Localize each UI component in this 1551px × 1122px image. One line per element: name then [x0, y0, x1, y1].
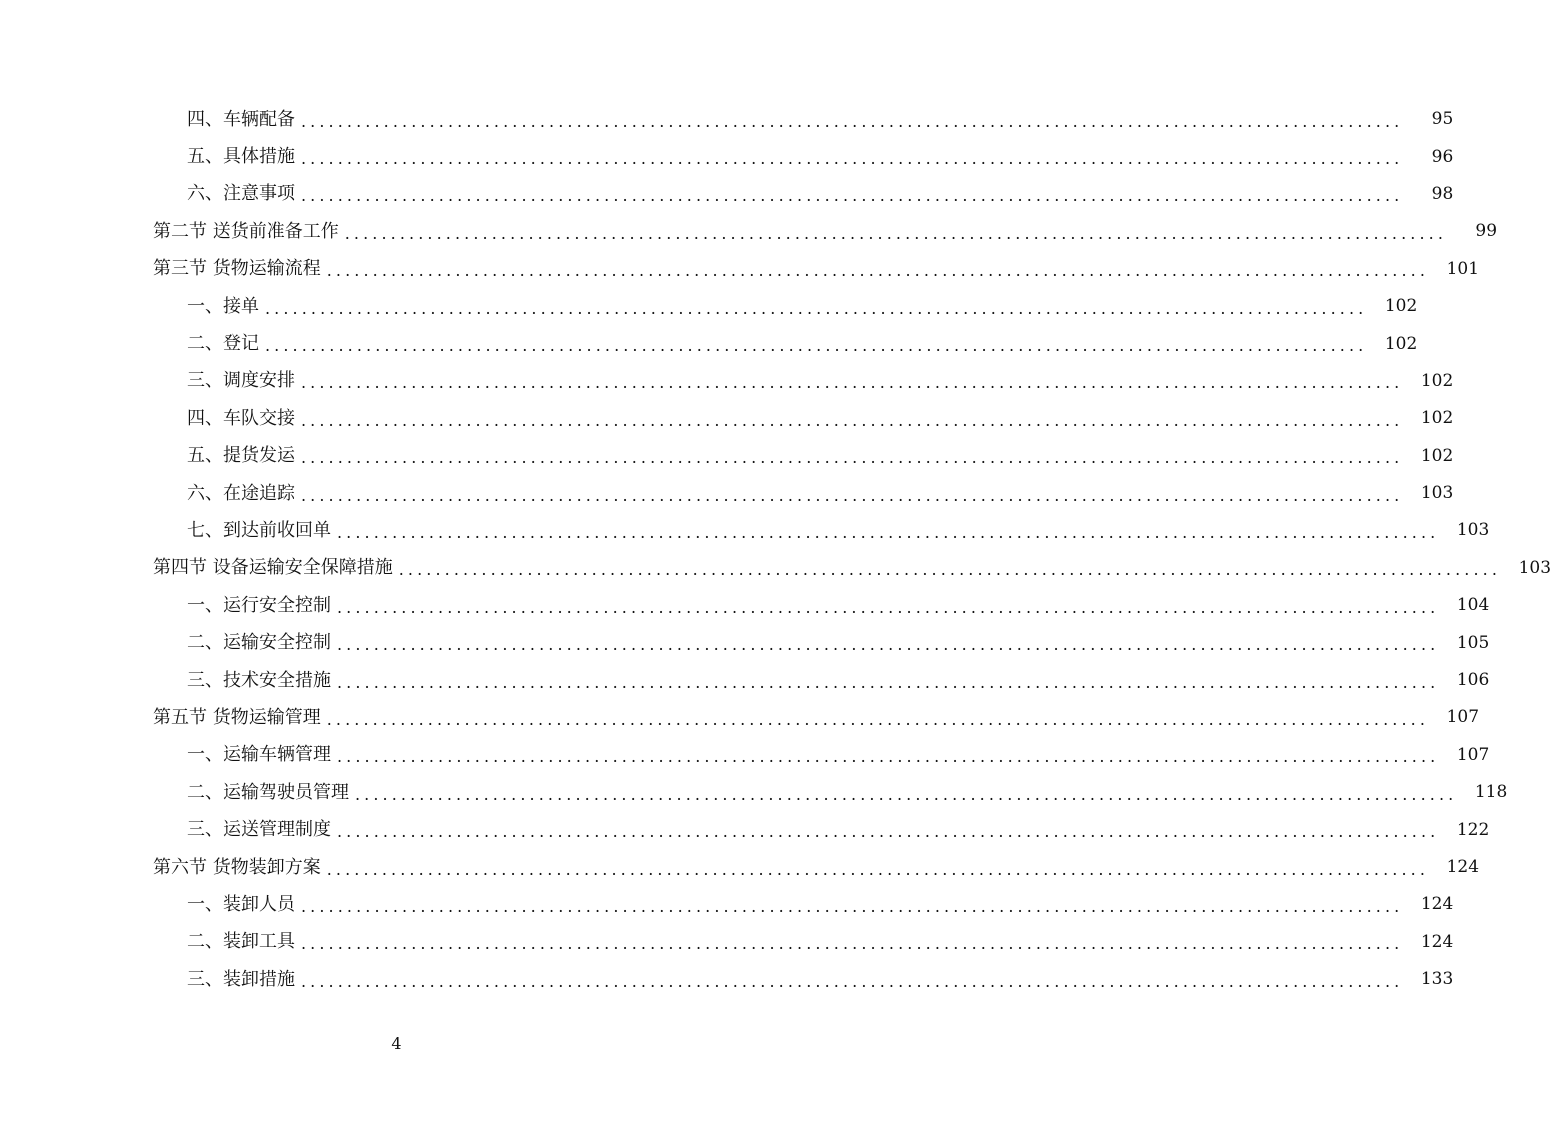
toc-entry-page: 95 [1431, 109, 1454, 130]
toc-dot-leader: ........................................................................................................................ [326, 859, 1430, 879]
toc-dot-leader: ........................................................................................................................ [326, 709, 1430, 729]
toc-entry-page: 99 [1475, 221, 1498, 242]
toc-entry-page: 106 [1456, 670, 1490, 691]
toc-section-entry[interactable] [0, 699, 1480, 736]
toc-dot-leader: ........................................................................................................................ [344, 223, 1448, 243]
toc-dot-leader: ........................................................................................................................ [301, 111, 1404, 131]
toc-section-entry[interactable] [0, 251, 1480, 288]
toc-section-entry[interactable] [0, 550, 1551, 587]
toc-entry-page: 103 [1420, 483, 1454, 504]
toc-entry-title: 六、注意事项 [187, 183, 295, 205]
toc-subsection-entry[interactable] [0, 325, 1418, 362]
toc-entry-title: 四、车队交接 [187, 407, 295, 429]
toc-entry-title: 三、装卸措施 [187, 968, 295, 990]
toc-entry-title: 五、提货发运 [187, 445, 295, 467]
toc-dot-leader: ........................................................................................................................ [337, 522, 1440, 542]
toc-entry-page: 124 [1446, 857, 1480, 877]
toc-subsection-entry[interactable] [0, 363, 1454, 400]
toc-entry-page: 98 [1431, 183, 1454, 204]
toc-entry-title: 第四节 设备运输安全保障措施 [153, 557, 393, 579]
toc-dot-leader: ........................................................................................................................ [398, 560, 1502, 580]
toc-subsection-entry[interactable] [0, 138, 1454, 175]
toc-entry-title: 第六节 货物装卸方案 [153, 856, 321, 878]
toc-entry-title: 三、技术安全措施 [187, 669, 331, 691]
toc-dot-leader: ........................................................................................................................ [301, 149, 1404, 169]
toc-entry-page: 96 [1431, 146, 1454, 167]
toc-entry-title: 七、到达前收回单 [187, 519, 331, 541]
toc-dot-leader: ........................................................................................................................ [337, 635, 1440, 655]
toc-dot-leader: ........................................................................................................................ [301, 186, 1404, 206]
toc-subsection-entry[interactable] [0, 587, 1490, 624]
toc-subsection-entry[interactable] [0, 288, 1418, 325]
toc-subsection-entry[interactable] [0, 438, 1454, 475]
page-number: 4 [391, 1034, 402, 1053]
toc-subsection-entry[interactable] [0, 624, 1490, 661]
toc-entry-page: 133 [1420, 969, 1454, 990]
toc-subsection-entry[interactable] [0, 101, 1454, 138]
toc-subsection-entry[interactable] [0, 811, 1490, 848]
toc-dot-leader: ........................................................................................................................ [265, 336, 1368, 356]
toc-entry-title: 一、装卸人员 [187, 893, 295, 915]
toc-dot-leader: ........................................................................................................................ [326, 261, 1430, 281]
toc-entry-page: 102 [1384, 333, 1418, 354]
toc-entry-page: 107 [1446, 707, 1480, 728]
toc-dot-leader: ........................................................................................................................ [301, 971, 1404, 991]
toc-entry-page: 105 [1456, 632, 1490, 653]
toc-subsection-entry[interactable] [0, 176, 1454, 213]
toc-dot-leader: ........................................................................................................................ [301, 896, 1404, 916]
toc-entry-page: 124 [1420, 894, 1454, 915]
toc-entry-page: 104 [1456, 595, 1490, 616]
toc-dot-leader: ........................................................................................................................ [337, 672, 1440, 692]
toc-entry-title: 一、运输车辆管理 [187, 744, 331, 766]
toc-entry-title: 二、运输驾驶员管理 [187, 781, 349, 803]
toc-subsection-entry[interactable] [0, 774, 1508, 811]
toc-subsection-entry[interactable] [0, 961, 1454, 998]
toc-dot-leader: ........................................................................................................................ [355, 784, 1458, 804]
toc-entry-page: 102 [1420, 370, 1454, 391]
toc-entry-title: 二、登记 [187, 333, 259, 355]
toc-entry-page: 124 [1420, 931, 1454, 952]
toc-entry-page: 118 [1474, 782, 1508, 803]
toc-subsection-entry[interactable] [0, 475, 1454, 512]
toc-dot-leader: ........................................................................................................................ [301, 485, 1404, 505]
toc-subsection-entry[interactable] [0, 886, 1454, 923]
toc-subsection-entry[interactable] [0, 737, 1490, 774]
toc-dot-leader: ........................................................................................................................ [337, 597, 1440, 617]
toc-dot-leader: ........................................................................................................................ [301, 448, 1404, 468]
toc-entry-page: 103 [1518, 557, 1551, 578]
table-of-contents [0, 101, 1551, 998]
toc-section-entry[interactable] [0, 213, 1498, 250]
toc-entry-page: 102 [1420, 408, 1454, 429]
toc-entry-title: 五、具体措施 [187, 146, 295, 168]
toc-dot-leader: ........................................................................................................................ [301, 410, 1404, 430]
toc-entry-title: 第三节 货物运输流程 [153, 258, 321, 280]
toc-entry-title: 三、运送管理制度 [187, 819, 331, 841]
toc-entry-page: 102 [1420, 445, 1454, 466]
toc-entry-title: 二、装卸工具 [187, 931, 295, 953]
toc-subsection-entry[interactable] [0, 662, 1490, 699]
toc-entry-title: 第五节 货物运输管理 [153, 706, 321, 728]
toc-entry-title: 二、运输安全控制 [187, 632, 331, 654]
toc-entry-page: 122 [1456, 819, 1490, 840]
toc-section-entry[interactable] [0, 849, 1480, 886]
toc-entry-page: 101 [1446, 258, 1480, 279]
toc-dot-leader: ........................................................................................................................ [301, 373, 1404, 393]
toc-entry-title: 三、调度安排 [187, 370, 295, 392]
toc-dot-leader: ........................................................................................................................ [265, 298, 1368, 318]
toc-entry-title: 四、车辆配备 [187, 108, 295, 130]
toc-subsection-entry[interactable] [0, 924, 1454, 961]
toc-entry-page: 102 [1384, 296, 1418, 317]
toc-dot-leader: ........................................................................................................................ [337, 747, 1440, 767]
toc-subsection-entry[interactable] [0, 400, 1454, 437]
toc-entry-title: 一、接单 [187, 295, 259, 317]
toc-entry-page: 103 [1456, 520, 1490, 541]
toc-entry-title: 六、在途追踪 [187, 482, 295, 504]
toc-entry-page: 107 [1456, 744, 1490, 765]
toc-entry-title: 一、运行安全控制 [187, 594, 331, 616]
toc-dot-leader: ........................................................................................................................ [337, 822, 1440, 842]
toc-dot-leader: ........................................................................................................................ [301, 934, 1404, 954]
toc-subsection-entry[interactable] [0, 512, 1490, 549]
toc-entry-title: 第二节 送货前准备工作 [153, 220, 339, 242]
